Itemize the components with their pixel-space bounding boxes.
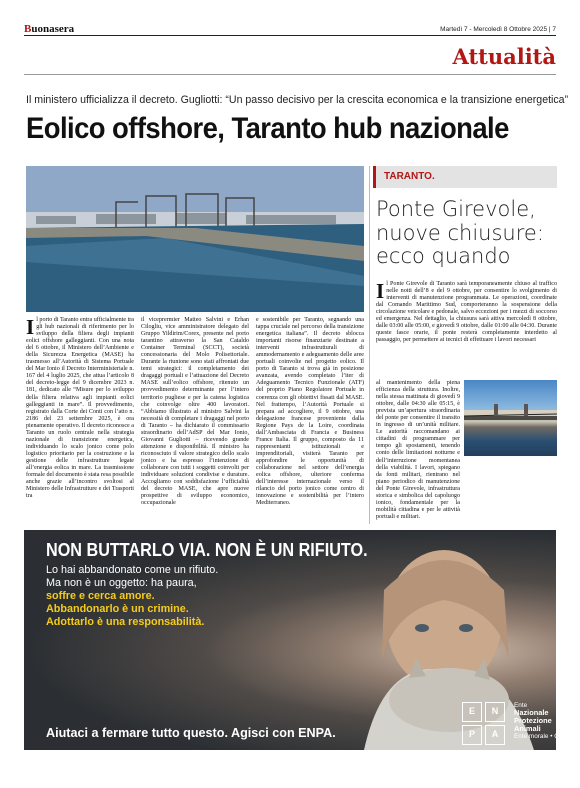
port-photo [26,166,364,312]
newspaper-logo[interactable]: Buonasera [24,23,75,35]
column-divider [369,166,370,524]
enpa-logo-text: Ente Nazionale Protezione Animali Ente morale • ODV [514,702,569,740]
bridge-illustration [464,380,557,456]
section-title: Attualità [452,44,556,69]
ad-headline: NON BUTTARLO VIA. NON È UN RIFIUTO. [46,540,368,560]
ad-call-to-action[interactable]: Aiutaci a fermare tutto questo. Agisci con ENPA. [46,726,336,740]
sidebar-headline: Ponte Girevole, nuove chiusure: ecco quando [376,197,544,268]
article-kicker: Il ministero ufficializza il decreto. Gugliotti: “Un passo decisivo per la crescita economica e la transizione energetica” [26,94,569,106]
sidebar-body-bottom [376,458,557,524]
drop-cap: I [26,315,35,339]
sidebar-body-top: Il Ponte Girevole di Taranto sarà temporaneamente chiuso al traffico nelle notti dell’8 e del 9 ottobre, per consentire lo svolgimento di interventi di manutenzione programmata. Le operazioni, coordinate dal Comando Marittimo Sud, comporteranno la sospensione della circolazione veicolare e pedonale, salvo eccezioni per i mezzi di soccorso ed emergenza. Nel dettaglio, la chiusura sarà attiva mercoledì 8 ottobre, dalle 03:00 alle 05:00, e giovedì 9 ottobre, dalle 01:00 alle 04:30. Durante queste fasce orarie, il ponte resterà completamente interdetto al passaggio, per permettere ai tecnici di effettuare i lavori necessari [376,279,557,344]
ad-line-highlight: soffre e cerca amore. [46,590,155,602]
ad-line-highlight: Adottarlo è una responsabilità. [46,616,205,628]
ad-line: Ma non è un oggetto: ha paura, [46,577,197,589]
article-column-2: il viceprermier Matteo Salvini e Erhan Cilogliu, vice amministratore delegato del Gruppo Yildirim/Corex, presente nel porto tarantino attraverso la San Cataldo Container Terminal (SCCT), società concessionaria del Molo Polisettoriale. Durante la riunione sono stati affrontati due temi strategici: il completamento dei dragaggi portuali e l’attuazione del Decreto MASE sull’eolico offshore, ritenuto un provvedimento determinante per l’intero territorio pugliese e per la catena logistica che coinvolge oltre 400 lavoratori. “Abbiamo illustrato al ministro Salvini la necessità di completare i dragaggi nel porto di Taranto – ha dichiarato il commissario straordinario dell’AdSP del Mar Ionio, Giovanni Gugliotti – ricevendo grande attenzione e disponibilità. Il ministro ha riconosciuto il valore strategico dello scalo jonico e ha espresso l’intenzione di collaborare con tutti i soggetti coinvolti per individuare soluzioni condivise e durature. Accogliamo con soddisfazione l’ufficialità del decreto MASE, che apre nuove prospettive di sviluppo economico, occupazionale [141,317,249,507]
enpa-logo[interactable]: E N P A [462,702,508,748]
sidebar-tag: TARANTO. [373,166,557,188]
bridge-photo [464,380,557,456]
article-column-3: e sostenibile per Taranto, segnando una tappa cruciale nel percorso della transizione energetica italiana”. Il decreto sblocca importanti risorse finanziarie destinate a interventi infrastrutturali di ammodernamento e adeguamento delle aree portuali coinvolte nel progetto eolico. Il porto di Taranto si trova già in posizione avanzata, avendo completato l’iter di Adeguamento Tecnico Funzionale (ATF) del proprio Piano Regolatore Portuale in coerenza con gli obiettivi fissati dal MASE. Nel frattempo, l’Autorità Portuale si prepara ad accogliere, il 9 ottobre, una delegazione francese proveniente dalla Regione Pays de la Loire, coordinata dall’Ambasciata di Francia e Business France Italia. Il gruppo, composto da 11 rappresentanti istituzionali e imprenditoriali, visiterà Taranto per approfondire le opportunità di collaborazione nel settore dell’energia eolica offshore, ulteriore conferma dell’interesse internazionale verso il rilancio del porto jonico come centro di innovazione e sostenibilità per l’intero Mediterraneo. [256,317,364,507]
article-headline: Eolico offshore, Taranto hub nazionale [26,112,509,145]
sidebar-body-wrap: al mantenimento della piena efficienza della struttura. Inoltre, nella stessa mattinata di giovedì 9 ottobre, dalle 04:30 alle 05:15, è prevista un’apertura straordinaria del ponte per consentire il transito in ingresso di un’unità militare. Le autorità raccomandano ai cittadini di programmare per tempo gli spostamenti, tenendo conto delle limitazioni notturne e dell’interruzione momentanea della viabilità. I lavori, spiegano da fonti militari, rientrano nel piano periodico di manutenzione del Ponte Girevole, infrastruttura storica e simbolica del capoluogo ionico, fondamentale per la mobilità cittadina e per le attività portuali e militari. [376,380,460,520]
dateline: Martedì 7 - Mercoledì 8 Ottobre 2025 | 7 [440,26,556,33]
enpa-advertisement[interactable] [24,530,569,750]
ad-line: Lo hai abbandonato come un rifiuto. [46,564,219,576]
port-scene-illustration [26,166,364,312]
drop-cap: I [376,279,385,303]
divider [24,74,556,75]
ad-line-highlight: Abbandonarlo è un crimine. [46,603,189,615]
article-column-1: Il porto di Taranto entra ufficialmente tra gli hub nazionali di riferimento per lo sviluppo della filiera degli impianti eolici offshore galleggianti. Con una nota del 6 ottobre, il Ministero dell’Ambiente e della Sicurezza Energetica (MASE) ha trasmesso all’Autorità di Sistema Portuale del Mar Ionio il Decreto Interministeriale n. 167 del 4 luglio 2025, che attua l’articolo 8 del decreto-legge del 9 dicembre 2023 n. 181, dedicato alle “Misure per lo sviluppo della filiera relativa agli impianti eolici galleggianti in mare”. Il provvedimento, registrato dalla Corte dei Conti con l’atto n. 2186 del 23 settembre 2025, è ora pienamente operativo. Il decreto riconosce a Taranto un ruolo centrale nella strategia nazionale di transizione energetica, individuando lo scalo jonico come polo logistico prioritario per la costruzione e la gestione delle infrastrutture legate all’energia eolica in mare. La trasmissione formale del documento è stata resa possibile anche grazie all’incontro svoltosi al Ministero delle Infrastrutture e dei Trasporti tra [26,315,135,500]
masthead [24,22,556,36]
